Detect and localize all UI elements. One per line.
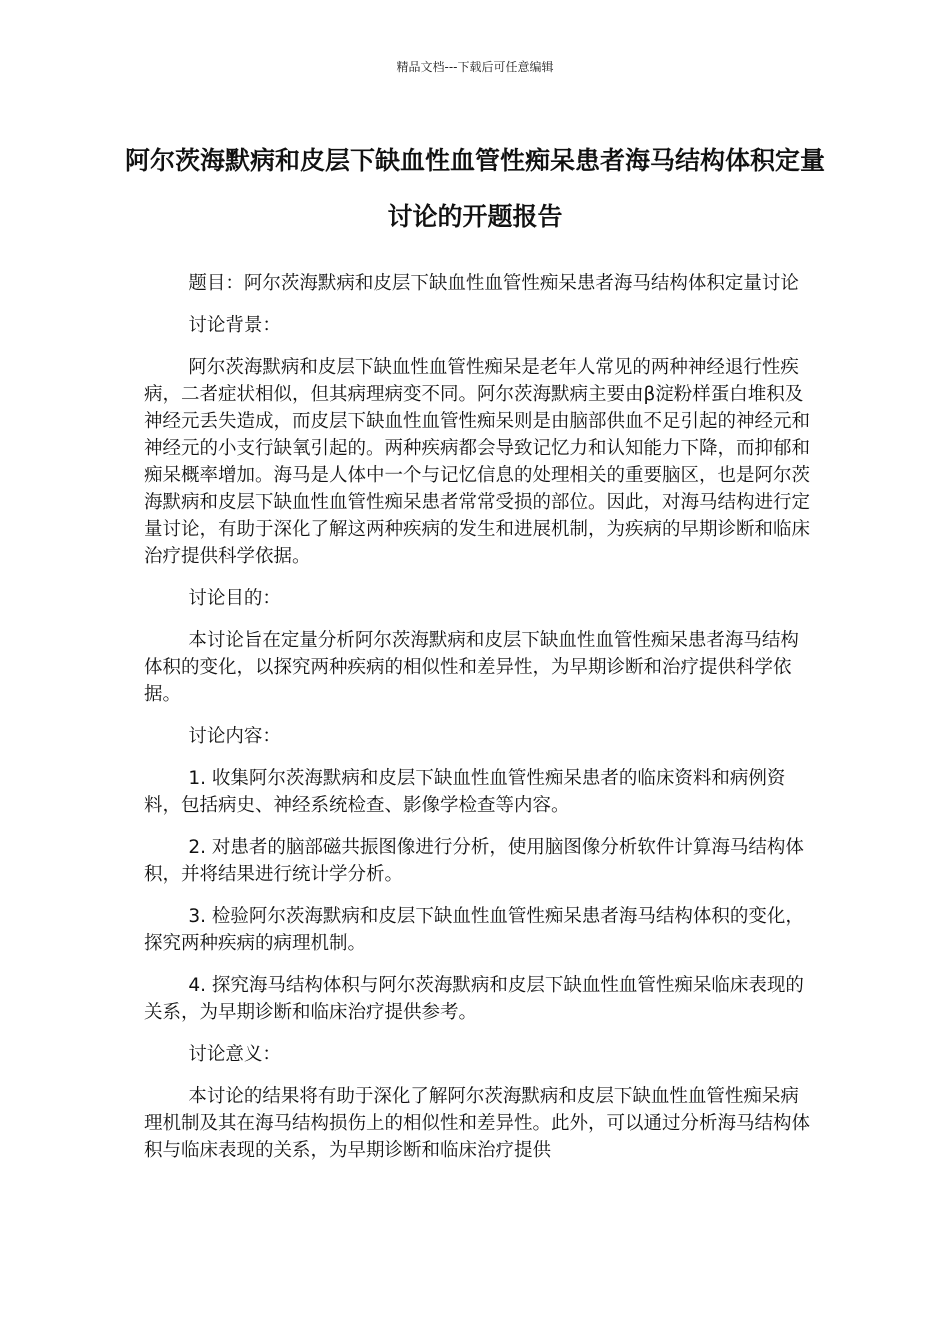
purpose-paragraph: 本讨论旨在定量分析阿尔茨海默病和皮层下缺血性血管性痴呆患者海马结构体积的变化，以探究两种疾病的相似性和差异性，为早期诊断和治疗提供科学依据。: [144, 630, 799, 705]
content-item-3: 3. 检验阿尔茨海默病和皮层下缺血性血管性痴呆患者海马结构体积的变化，探究两种疾病的病理机制。: [144, 906, 804, 954]
content-item-4: 4. 探究海马结构体积与阿尔茨海默病和皮层下缺血性血管性痴呆临床表现的关系，为早期诊断和临床治疗提供参考。: [144, 975, 804, 1023]
topic-paragraph: 题目：阿尔茨海默病和皮层下缺血性血管性痴呆患者海马结构体积定量讨论: [188, 273, 799, 294]
significance-paragraph: 本讨论的结果将有助于深化了解阿尔茨海默病和皮层下缺血性血管性痴呆病理机制及其在海马结构损伤上的相似性和差异性。此外，可以通过分析海马结构体积与临床表现的关系，为早期诊断和临床治疗提供: [144, 1086, 811, 1161]
background-paragraph: 阿尔茨海默病和皮层下缺血性血管性痴呆是老年人常见的两种神经退行性疾病，二者症状相似，但其病理病变不同。阿尔茨海默病主要由β淀粉样蛋白堆积及神经元丢失造成，而皮层下缺血性血管性痴呆则是由脑部供血不足引起的神经元和神经元的小支行缺氧引起的。两种疾病都会导致记忆力和认知能力下降，而抑郁和痴呆概率增加。海马是人体中一个与记忆信息的处理相关的重要脑区，也是阿尔茨海默病和皮层下缺血性血管性痴呆患者常常受损的部位。因此，对海马结构进行定量讨论，有助于深化了解这两种疾病的发生和进展机制，为疾病的早期诊断和临床治疗提供科学依据。: [144, 357, 811, 567]
section-heading-background: 讨论背景：: [188, 315, 281, 336]
header-note: 精品文档---下载后可任意编辑: [396, 60, 554, 74]
document-title: 阿尔茨海默病和皮层下缺血性血管性痴呆患者海马结构体积定量讨论的开题报告: [124, 146, 825, 231]
content-item-1: 1. 收集阿尔茨海默病和皮层下缺血性血管性痴呆患者的临床资料和病例资料，包括病史、神经系统检查、影像学检查等内容。: [144, 768, 786, 816]
section-heading-content: 讨论内容：: [188, 726, 281, 747]
content-item-2: 2. 对患者的脑部磁共振图像进行分析，使用脑图像分析软件计算海马结构体积，并将结果进行统计学分析。: [144, 837, 804, 885]
section-heading-purpose: 讨论目的：: [188, 588, 281, 609]
section-heading-significance: 讨论意义：: [188, 1044, 281, 1065]
document-body: [144, 270, 810, 1179]
